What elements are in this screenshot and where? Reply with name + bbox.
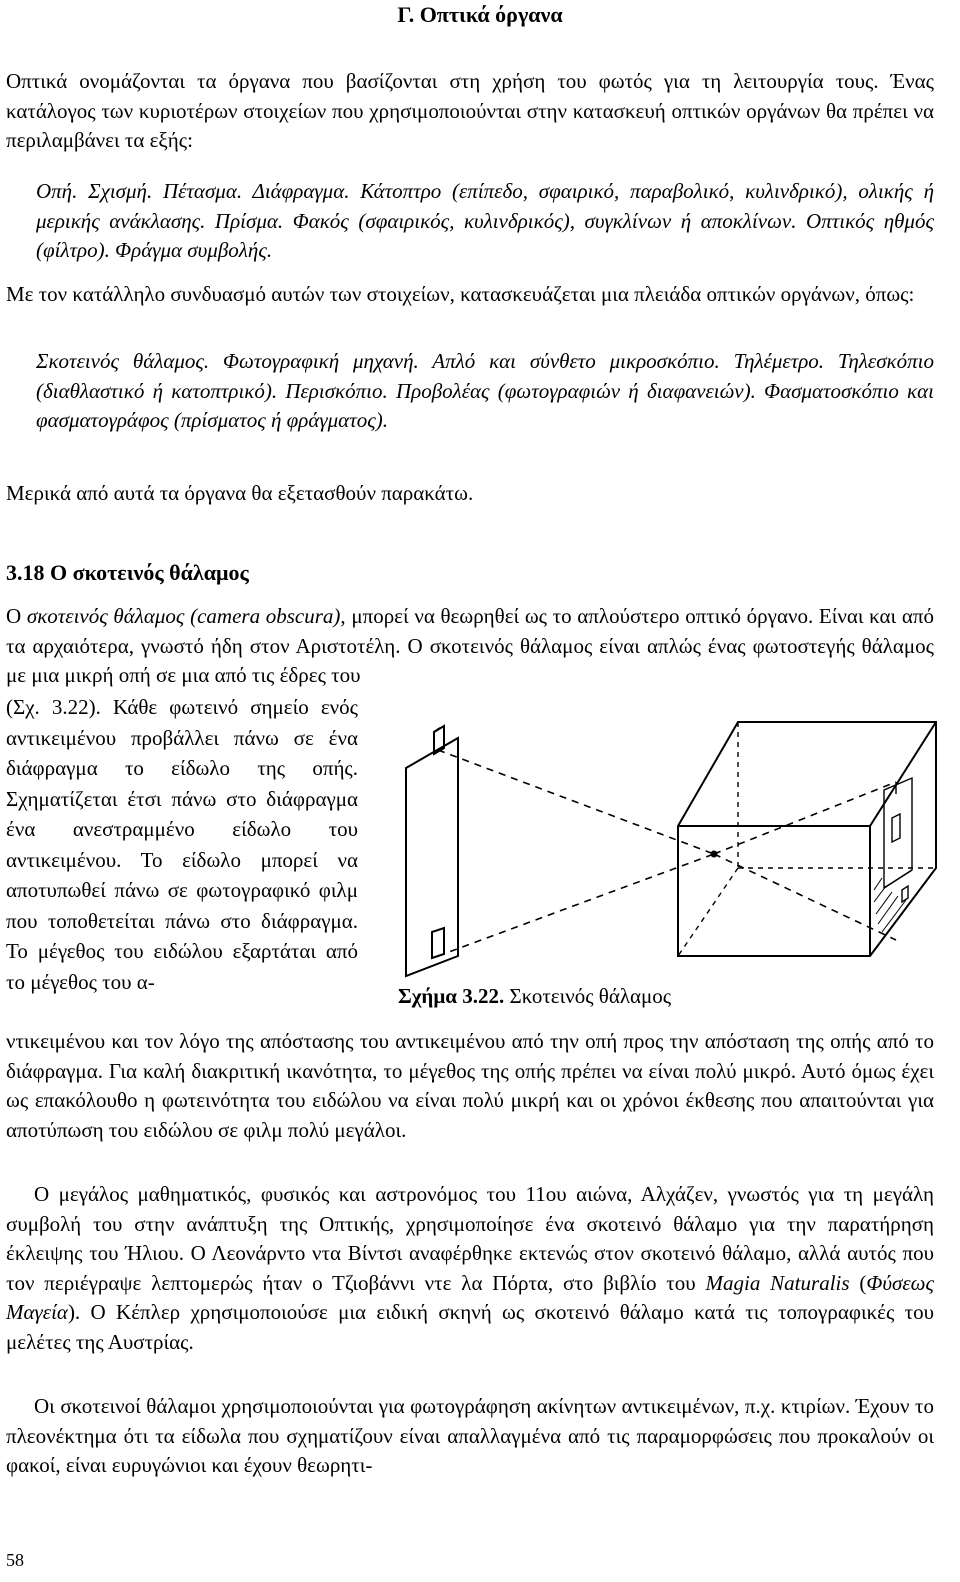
p2-rest: ). Ο Κέπλερ χρησιμοποιούσε μια ειδική σκηνή ως σκοτεινό θάλαμο κατά τις τοπογραφικές του μελέτες της Αυστρίας. (6, 1300, 934, 1354)
light-rays (438, 750, 896, 956)
intro-paragraph: Οπτικά ονομάζονται τα όργανα που βασίζονται στη χρήση του φωτός για τη λειτουργία τους. Ένας κατάλογος των κυριοτέρων στοιχείων που χρησιμοποιούνται στην κατασκευή οπτικών οργάνων θα πρέπει να περιλαμβάνει τα εξής: (6, 69, 934, 152)
wrapped-paragraph: (Σχ. 3.22). Κάθε φωτεινό σημείο ενός αντικειμένου προβάλλει πάνω σε ένα διάφραγμα το είδωλο της οπής. Σχηματίζεται έτσι πάνω στο διάφραγμα ένα ανεστραμμένο είδωλο του αντικειμένου. Το είδωλο μπορεί να αποτυπωθεί πάνω σε φωτογραφικό φιλμ που τοποθετείται πάνω στο διάφραγμα. Το μέγεθος του ειδώλου εξαρτάται από το μέγεθος του α- (6, 695, 358, 994)
combination-paragraph: Με τον κατάλληλο συνδυασμό αυτών των στοιχείων, κατασκευάζεται μια πλειάδα οπτικών οργάνων, όπως: (6, 282, 915, 306)
p1-rest: , μπορεί να θεωρηθεί ως το απλούστερο οπτικό όργανο. Είναι και από τα αρχαιότερα, γνωστό ήδη στον Αριστοτέλη. Ο σκοτεινός θάλαμος είναι απλώς ένας φωτοστεγής θάλαμος με μια μικρή οπή σε μια από τις έδρες του (6, 604, 934, 687)
section-title: Γ. Οπτικά όργανα (397, 2, 563, 27)
optical-elements-list: Οπή. Σχισμή. Πέτασμα. Διάφραγμα. Κάτοπτρο (επίπεδο, σφαιρικό, παραβολικό, κυλινδρικό), ολικής ή μερικής ανάκλασης. Πρίσμα. Φακός (σφαιρικός, κυλινδρικός), συγκλίνων ή αποκλίνων. Οπτικός ηθμός (φίλτρο). Φράγμα συμβολής. (36, 179, 934, 262)
figure-label: Σχήμα 3.22. (398, 984, 505, 1008)
p2-start: Ο μεγάλος μαθηματικός, φυσικός και αστρονόμος του 11ου αιώνα, Αλχάζεν, γνωστός για τη μεγάλη συμβολή του στην ανάπτυξη της Οπτικής, χρησιμοποίησε ένα σκοτεινό θάλαμο για την παρατήρηση έκλειψης του Ήλιου. Ο Λεονάρντο ντα Βίντσι αναφέρθηκε εκτενώς στον σκοτεινό θάλαμο, αλλά αυτός που τον περιέγραψε λεπτομερώς ήταν ο Τζιοβάννι ντε λα Πόρτα, στο βιβλίο του (6, 1182, 934, 1295)
p2-open: ( (849, 1270, 867, 1295)
history-paragraph (6, 1180, 934, 1357)
box-hatching (874, 878, 906, 932)
figure-caption-text: Σκοτεινός θάλαμος (504, 984, 672, 1008)
after-wrap-paragraph: ντικειμένου και τον λόγο της απόστασης του αντικειμένου από την οπή προς την απόσταση της οπής από το διάφραγμα. Για καλή διακριτική ικανότητα, το μέγεθος της οπής πρέπει να είναι πολύ μικρό. Αυτό όμως έχει ως επακόλουθο η φωτεινότητα του ειδώλου να είναι πολύ μικρή και οι χρόνοι έκθεσης που απαιτούνται για αποτύπωση του ειδώλου σε φιλμ πολύ μεγάλοι. (6, 1029, 934, 1142)
book-title-greek: Φύσεως Μαγεία (6, 1270, 935, 1324)
p1-start: Ο (6, 604, 27, 628)
examined-paragraph: Μερικά από αυτά τα όργανα θα εξετασθούν παρακάτω. (6, 481, 474, 505)
house-door (432, 928, 444, 958)
figure-caption (398, 982, 671, 1010)
optical-instruments-list: Σκοτεινός θάλαμος. Φωτογραφική μηχανή. Απλό και σύνθετο μικροσκόπιο. Τηλέμετρο. Τηλεσκόπιο (διαθλαστικό ή κατοπτρικό). Περισκόπιο. Προβολέας (φωτογραφιών ή διαφανειών). Φασματοσκόπιο και φασματογράφος (πρίσματος ή φράγματος). (36, 349, 934, 432)
pinhole (712, 852, 717, 857)
uses-paragraph: Οι σκοτεινοί θάλαμοι χρησιμοποιούνται για φωτογράφηση ακίνητων αντικειμένων, π.χ. κτιρίων. Έχουν το πλεονέκτημα ότι τα είδωλα που σχηματίζουν είναι απαλλαγμένα από τις παραμορφώσεις που προκαλούν οι φακοί, είναι ευρυγώνιοι και έχουν θεωρητι- (6, 1394, 934, 1477)
camera-obscura-paragraph (6, 602, 934, 691)
camera-obscura-term: σκοτεινός θάλαμος (camera obscura) (26, 604, 341, 628)
book-title: Magia Naturalis (705, 1270, 850, 1295)
camera-obscura-figure (392, 720, 940, 980)
section-heading: 3.18 Ο σκοτεινός θάλαμος (6, 560, 249, 585)
page-number: 58 (6, 1550, 24, 1570)
